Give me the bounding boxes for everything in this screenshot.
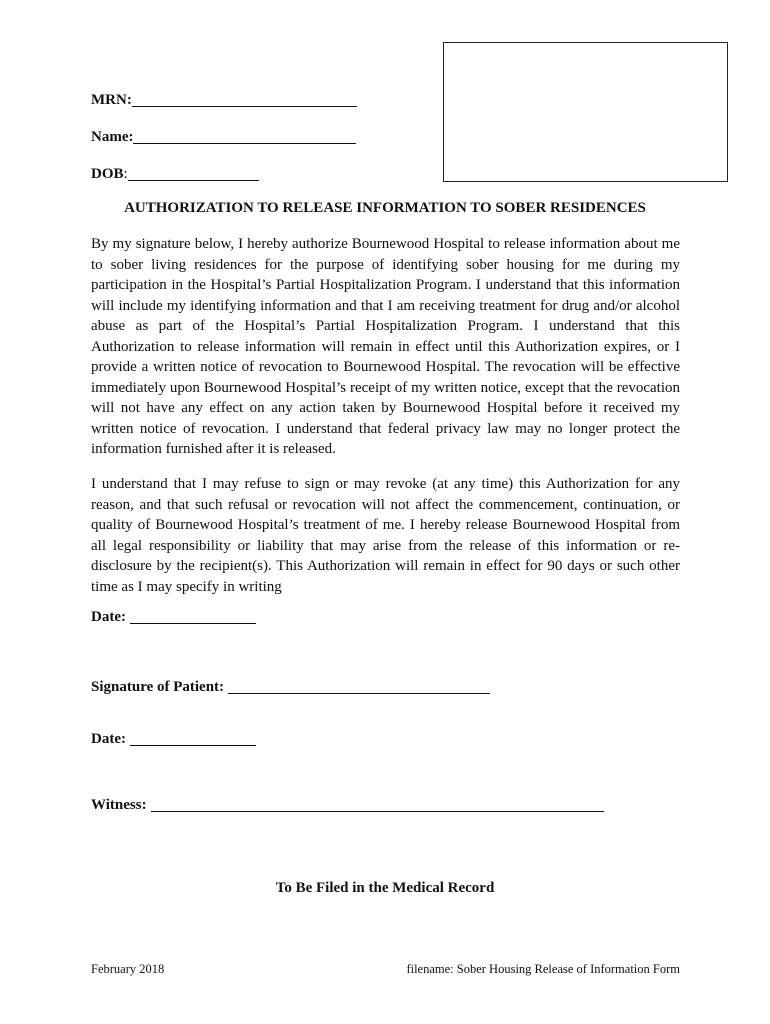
witness-label: Witness: bbox=[91, 797, 147, 813]
document-title: AUTHORIZATION TO RELEASE INFORMATION TO SOBER RESIDENCES bbox=[124, 200, 646, 216]
revocation-paragraph: I understand that I may refuse to sign or may revoke (at any time) this Authorization for any reason, and that such refusal or revocation will not affect the commencement, continuation, or quality of Bournewood Hospital’s treatment of me. I hereby release Bournewood Hospital from all legal responsibility or liability that may arise from the release of this information or re-disclosure by the recipient(s). This Authorization will remain in effect for 90 days or such other time as I may specify in writing bbox=[91, 476, 680, 595]
footer-date: February 2018 bbox=[91, 962, 165, 976]
date-field-2[interactable] bbox=[91, 731, 256, 748]
patient-label-box bbox=[443, 42, 728, 182]
filing-note: To Be Filed in the Medical Record bbox=[275, 880, 495, 896]
patient-signature-field[interactable] bbox=[91, 679, 490, 696]
name-input-line[interactable] bbox=[133, 129, 356, 144]
name-label: Name: bbox=[91, 129, 134, 145]
name-field[interactable] bbox=[91, 129, 356, 146]
date-label-2: Date: bbox=[91, 731, 126, 747]
dob-field[interactable] bbox=[91, 166, 259, 183]
dob-label: DOB bbox=[91, 166, 124, 182]
date-input-line-2[interactable] bbox=[130, 731, 256, 746]
witness-field[interactable] bbox=[91, 797, 604, 814]
witness-signature-line[interactable] bbox=[151, 797, 604, 812]
date-input-line-1[interactable] bbox=[130, 609, 256, 624]
date-label-1: Date: bbox=[91, 609, 126, 625]
authorization-paragraph: By my signature below, I hereby authorize Bournewood Hospital to release information about me to sober living residences for the purpose of identifying sober housing for me during my participation in the Hospital’s Partial Hospitalization Program. I understand that this information will include my identifying information and that I am receiving treatment for drug and/or alcohol abuse as part of the Hospital’s Partial Hospitalization Program. I understand that this Authorization to release information will remain in effect until this Authorization expires, or I provide a written notice of revocation to Bournewood Hospital. The revocation will be effective immediately upon Bournewood Hospital’s receipt of my written notice, except that the revocation will not have any effect on any action taken by Bournewood Hospital before it received my written notice of revocation. I understand that federal privacy law may no longer protect the information furnished after it is released. bbox=[91, 236, 680, 457]
dob-colon: : bbox=[123, 166, 128, 182]
date-field-1[interactable] bbox=[91, 609, 256, 626]
dob-input-line[interactable] bbox=[128, 166, 259, 181]
mrn-label: MRN: bbox=[91, 92, 132, 108]
footer-filename: filename: Sober Housing Release of Information Form bbox=[406, 962, 680, 976]
patient-signature-line[interactable] bbox=[228, 679, 490, 694]
mrn-input-line[interactable] bbox=[132, 92, 357, 107]
patient-signature-label: Signature of Patient: bbox=[91, 679, 225, 695]
mrn-field[interactable] bbox=[91, 92, 357, 109]
